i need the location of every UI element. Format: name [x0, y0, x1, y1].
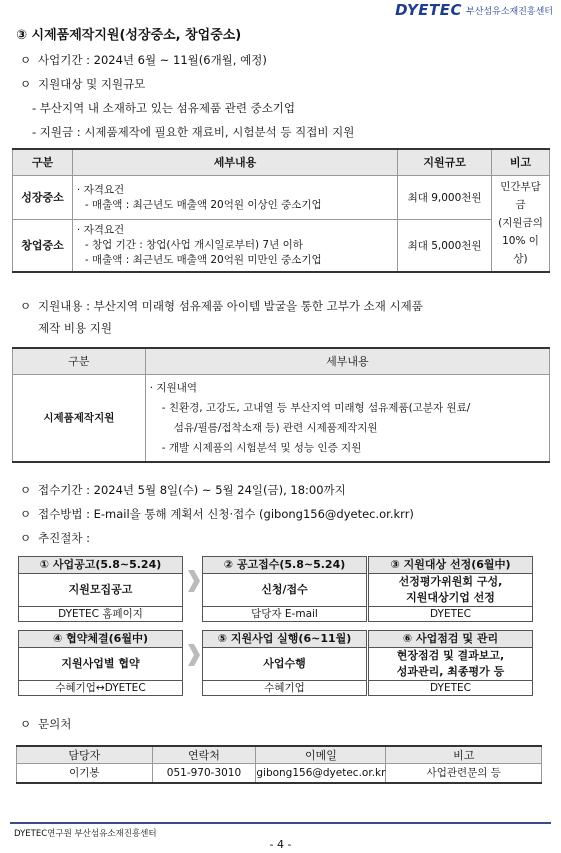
contact-heading-text: 문의처 — [38, 717, 72, 731]
procedure-line — [20, 530, 90, 546]
row-note — [492, 175, 550, 272]
process-step-3 — [368, 556, 533, 622]
bullet: ㅇ — [20, 507, 32, 521]
table-header-cell: 세부내용 — [145, 348, 549, 374]
table-header-cell: 세부내용 — [72, 149, 397, 175]
step-body: 지원모집공고 — [68, 583, 133, 596]
content-line-2: 제작 비용 지원 — [38, 321, 112, 335]
row-category: 창업중소 — [13, 219, 73, 272]
row-detail — [72, 219, 397, 272]
step-body — [369, 648, 532, 680]
target-heading-text: 지원대상 및 지원규모 — [38, 77, 146, 91]
page-number: - 4 - — [269, 838, 292, 851]
period-line — [20, 52, 267, 68]
table-row — [13, 219, 550, 272]
table-header-cell: 비고 — [492, 149, 550, 175]
row-detail — [145, 374, 549, 462]
table-row — [13, 175, 550, 219]
row-category: 시제품제작지원 — [13, 374, 146, 462]
table-header-cell: 담당자 — [17, 746, 153, 764]
step-body-line: 현장점검 및 결과보고, — [396, 649, 505, 662]
step-body-line: 성과관리, 최종평가 등 — [396, 665, 505, 678]
bullet: ㅇ — [20, 717, 32, 731]
process-step-2 — [202, 556, 367, 622]
step-title: ① 사업공고(5.8~5.24) — [19, 557, 182, 574]
step-body: 신청/접수 — [261, 583, 308, 596]
detail-line: - 개발 시제품의 시험분석 및 성능 인증 지원 — [161, 441, 362, 454]
table-row — [17, 764, 542, 783]
bullet: ㅇ — [20, 77, 32, 91]
table-header-cell: 구분 — [13, 149, 73, 175]
table-header-row — [17, 746, 542, 764]
row-scale: 최대 9,000천원 — [398, 175, 492, 219]
content-line — [20, 298, 423, 314]
application-method-line — [20, 506, 414, 522]
detail-line: - 매출액 : 최근년도 매출액 20억원 이상인 중소기업 — [84, 199, 322, 211]
support-detail-table — [12, 347, 550, 463]
step-foot: DYETEC 홈페이지 — [19, 606, 182, 621]
arrow-icon — [188, 644, 200, 666]
step-title: ⑥ 사업점검 및 관리 — [369, 631, 532, 648]
step-body: 사업수행 — [263, 657, 306, 670]
contact-email[interactable]: gibong156@dyetec.or.kr — [256, 764, 386, 783]
process-step-4 — [18, 630, 183, 696]
section-title: ③ 시제품제작지원(성장중소, 창업중소) — [16, 28, 242, 43]
process-step-6 — [368, 630, 533, 696]
step-foot: DYETEC — [369, 680, 532, 695]
target-heading-line — [20, 76, 145, 92]
step-foot: 수혜기업↔DYETEC — [19, 680, 182, 695]
application-method-text: 접수방법 : E-mail을 통해 계획서 신청·접수 (gibong156@dyetec.or.krr) — [38, 507, 414, 521]
step-title: ② 공고접수(5.8~5.24) — [203, 557, 366, 574]
table-header-cell: 지원규모 — [398, 149, 492, 175]
step-title: ⑤ 지원사업 실행(6~11월) — [203, 631, 366, 648]
detail-line: · 자격요건 — [76, 223, 125, 236]
target-line: - 부산지역 내 소재하고 있는 섬유제품 관련 중소기업 — [32, 101, 296, 115]
procedure-text: 추진절차 : — [38, 531, 90, 545]
arrow-icon — [188, 570, 200, 592]
table-header-cell: 구분 — [13, 348, 146, 374]
table-row — [13, 374, 550, 462]
support-scale-table — [12, 148, 550, 273]
step-foot: 담당자 E-mail — [203, 606, 366, 621]
application-period-text: 접수기간 : 2024년 5월 8일(수) ~ 5월 24일(금), 18:00까지 — [38, 483, 346, 497]
process-step-1 — [18, 556, 183, 622]
note-line: 10% 이상) — [502, 235, 539, 266]
table-header-cell: 이메일 — [256, 746, 386, 764]
bullet: ㅇ — [20, 53, 32, 67]
footer-divider — [10, 822, 551, 824]
step-foot: DYETEC — [369, 606, 532, 621]
table-header-cell: 연락처 — [152, 746, 256, 764]
header-logo — [395, 2, 553, 18]
logo-mark: DYETEC — [395, 1, 463, 19]
row-detail — [72, 175, 397, 219]
period-text: 사업기간 : 2024년 6월 ~ 11월(6개월, 예정) — [38, 53, 267, 67]
bullet: ㅇ — [20, 531, 32, 545]
application-period-line — [20, 482, 346, 498]
note-line: 민간부담금 — [500, 181, 541, 212]
row-category: 성장중소 — [13, 175, 73, 219]
detail-line: 섬유/필름/접착소재 등) 관련 시제품제작지원 — [173, 421, 378, 434]
contact-table — [16, 745, 542, 784]
contact-phone: 051-970-3010 — [152, 764, 256, 783]
contact-name: 이기봉 — [17, 764, 153, 783]
process-step-5 — [202, 630, 367, 696]
step-title: ③ 지원대상 선정(6월中) — [369, 557, 532, 574]
support-line: - 지원금 : 시제품제작에 필요한 재료비, 시험분석 등 직접비 지원 — [32, 125, 355, 139]
note-line: (지원금의 — [498, 217, 543, 230]
table-header-cell: 비고 — [386, 746, 542, 764]
step-body-line: 지원대상기업 선정 — [406, 591, 495, 604]
bullet: ㅇ — [20, 483, 32, 497]
step-body — [369, 574, 532, 606]
step-body-line: 선정평가위원회 구성, — [398, 575, 503, 588]
logo-text: 부산섬유소재진흥센터 — [466, 6, 553, 17]
bullet: ㅇ — [20, 299, 32, 313]
table-header-row — [13, 348, 550, 374]
detail-line: - 친환경, 고강도, 고내열 등 부산지역 미래형 섬유제품(고분자 원료/ — [161, 401, 471, 414]
row-scale: 최대 5,000천원 — [398, 219, 492, 272]
contact-note: 사업관련문의 등 — [386, 764, 542, 783]
table-header-row — [13, 149, 550, 175]
step-body: 지원사업별 협약 — [61, 657, 140, 670]
detail-line: · 지원내역 — [149, 381, 197, 394]
detail-line: - 창업 기간 : 창업(사업 개시일로부터) 7년 이하 — [84, 238, 303, 251]
detail-line: - 매출액 : 최근년도 매출액 20억원 미만인 중소기업 — [84, 253, 322, 266]
contact-heading-line — [20, 716, 71, 732]
step-foot: 수혜기업 — [203, 680, 366, 695]
content-text: 지원내용 : 부산지역 미래형 섬유제품 아이템 발굴을 통한 고부가 소재 시제품 — [38, 299, 423, 313]
footer-org: DYETEC연구원 부산섬유소재진흥센터 — [14, 829, 157, 839]
step-title: ④ 협약체결(6월中) — [19, 631, 182, 648]
detail-line: · 자격요건 — [76, 184, 125, 196]
